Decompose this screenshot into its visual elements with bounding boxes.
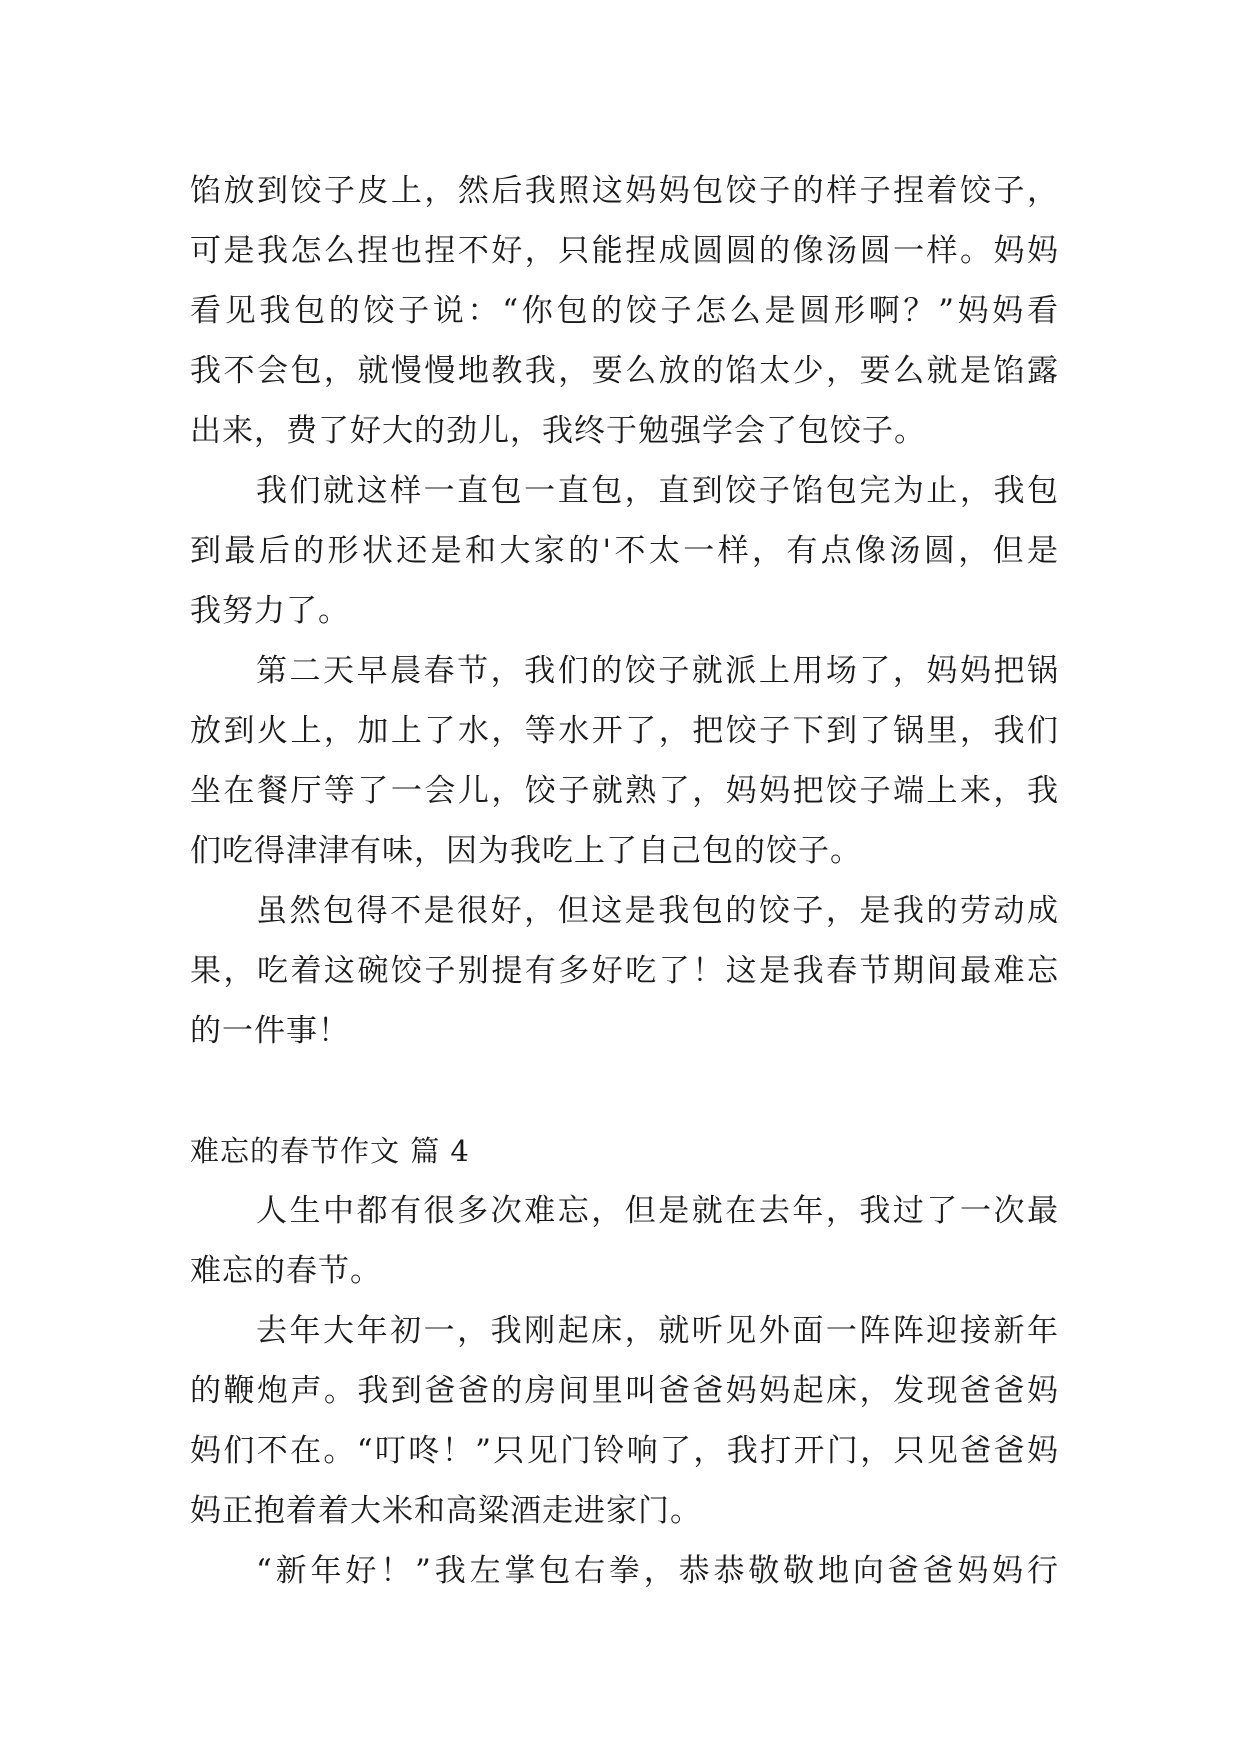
paragraph-4-line-3: 的一件事！ bbox=[190, 1013, 350, 1049]
paragraph-1-line-1: 馅放到饺子皮上，然后我照这妈妈包饺子的样子捏着饺子， bbox=[190, 173, 1058, 209]
section-paragraph-2-line-4: 妈正抱着着大米和高粱酒走进家门。 bbox=[190, 1493, 702, 1529]
paragraph-2-line-1: 我们就这样一直包一直包，直到饺子馅包完为止，我包 bbox=[256, 473, 1058, 509]
paragraph-3-line-2: 放到火上，加上了水，等水开了，把饺子下到了锅里，我们 bbox=[190, 713, 1058, 749]
paragraph-3-line-1: 第二天早晨春节，我们的饺子就派上用场了，妈妈把锅 bbox=[256, 653, 1058, 689]
paragraph-3-line-3: 坐在餐厅等了一会儿，饺子就熟了，妈妈把饺子端上来，我 bbox=[190, 773, 1058, 809]
paragraph-1-line-4: 我不会包，就慢慢地教我，要么放的馅太少，要么就是馅露 bbox=[190, 353, 1058, 389]
paragraph-1-line-2: 可是我怎么捏也捏不好，只能捏成圆圆的像汤圆一样。妈妈 bbox=[190, 233, 1058, 269]
section-spacer bbox=[190, 1061, 1058, 1121]
section-paragraph-1-line-1: 人生中都有很多次难忘，但是就在去年，我过了一次最 bbox=[256, 1193, 1058, 1229]
section-paragraph-1-line-2: 难忘的春节。 bbox=[190, 1253, 382, 1289]
paragraph-3-line-4: 们吃得津津有味，因为我吃上了自己包的饺子。 bbox=[190, 833, 862, 869]
paragraph-4-line-1: 虽然包得不是很好，但这是我包的饺子，是我的劳动成 bbox=[256, 893, 1058, 929]
section-heading: 难忘的春节作文 篇 4 bbox=[190, 1134, 470, 1168]
section-paragraph-2-line-2: 的鞭炮声。我到爸爸的房间里叫爸爸妈妈起床，发现爸爸妈 bbox=[190, 1373, 1058, 1409]
section-paragraph-2-line-3: 妈们不在。“叮咚！”只见门铃响了，我打开门，只见爸爸妈 bbox=[190, 1433, 1058, 1469]
paragraph-2-line-3: 我努力了。 bbox=[190, 593, 350, 629]
paragraph-1-line-3: 看见我包的饺子说：“你包的饺子怎么是圆形啊？”妈妈看 bbox=[190, 293, 1058, 329]
paragraph-4-line-2: 果，吃着这碗饺子别提有多好吃了！这是我春节期间最难忘 bbox=[190, 953, 1058, 989]
section-paragraph-2-line-1: 去年大年初一，我刚起床，就听见外面一阵阵迎接新年 bbox=[256, 1313, 1058, 1349]
paragraph-2-line-2: 到最后的形状还是和大家的'不太一样，有点像汤圆，但是 bbox=[190, 533, 1058, 569]
paragraph-1-line-5: 出来，费了好大的劲儿，我终于勉强学会了包饺子。 bbox=[190, 413, 926, 449]
essay-text bbox=[190, 161, 1058, 1601]
section-paragraph-3-line-1: “新年好！”我左掌包右拳，恭恭敬敬地向爸爸妈妈行 bbox=[256, 1553, 1058, 1589]
